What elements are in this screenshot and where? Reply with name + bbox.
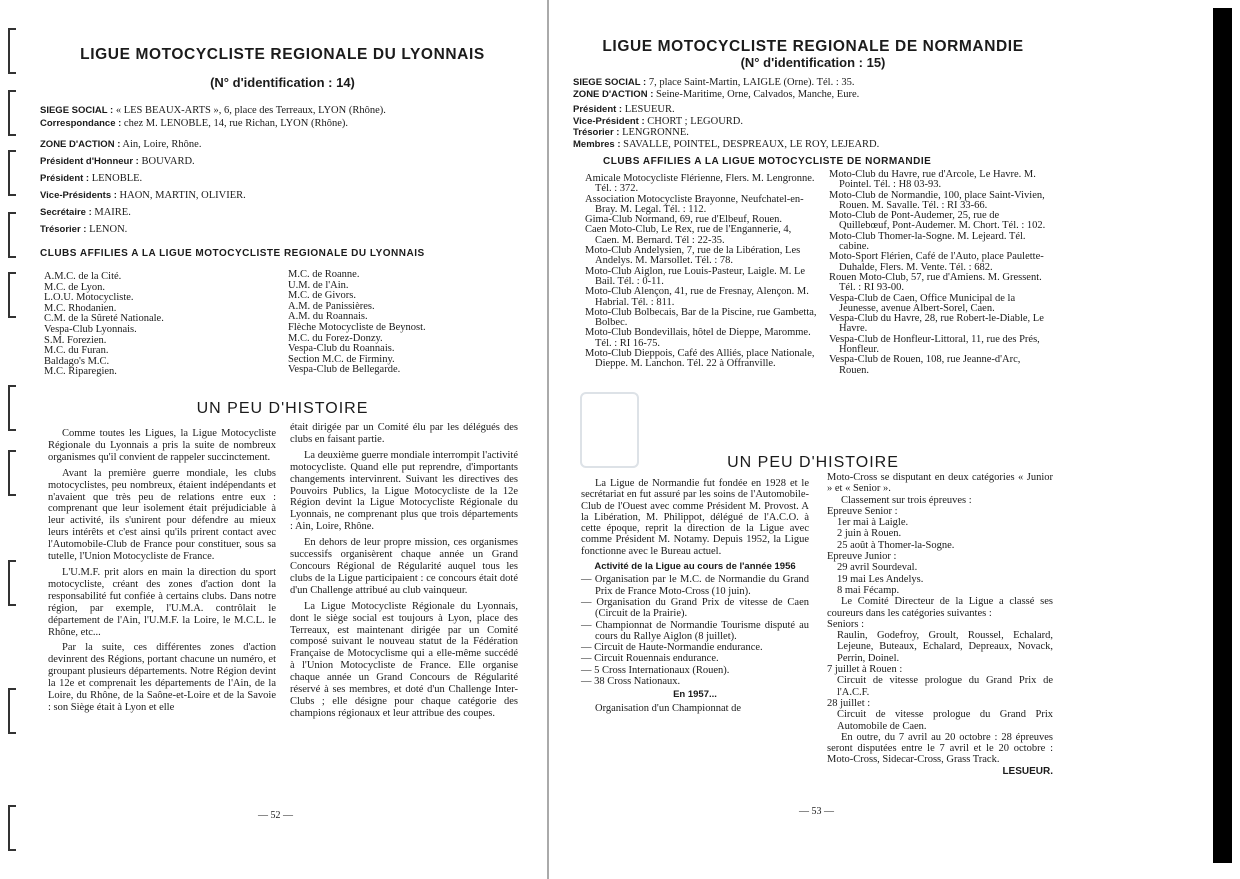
binder-bracket [8, 212, 16, 258]
league-info [573, 77, 1053, 150]
clubs-heading: CLUBS AFFILIES A LA LIGUE MOTOCYCLISTE DE NORMANDIE [603, 156, 932, 167]
list-item: Amicale Motocycliste Flérienne, Flers. M. Lengronne. Tél. : 372. [585, 173, 815, 195]
list-item: Moto-Club du Havre, rue d'Arcole, Le Havre. M. Pointel. Tél. : H8 03-93. [829, 169, 1036, 191]
info-row: Correspondance : chez M. LENOBLE, 14, rue Richan, LYON (Rhône). [40, 118, 348, 129]
clubs-list-left [44, 272, 280, 378]
list-item: Moto-Club Bondevillais, hôtel de Dieppe, Maromme. Tél. : RI 16-75. [585, 327, 811, 349]
list-item: — Championnat de Normandie Tourisme disputé au cours du Rallye Aiglon (8 juillet). [581, 619, 809, 642]
list-item: M.C. Riparegien. [44, 366, 117, 378]
list-item: Moto-Club Alençon, 41, rue de Fresnay, Alençon. M. Habrial. Tél. : 811. [585, 286, 809, 308]
list-item: M.C. Rhodanien. [44, 302, 117, 314]
paragraph: Epreuve Senior : [827, 505, 898, 517]
page-number: — 52 — [258, 810, 293, 821]
page-subtitle: (N° d'identification : 15) [740, 55, 886, 70]
info-row: ZONE D'ACTION : Ain, Loire, Rhône. [40, 139, 202, 150]
list-item: C.M. de la Sûreté Nationale. [44, 313, 164, 325]
page-title: LIGUE MOTOCYCLISTE REGIONALE DE NORMANDIE [602, 38, 1024, 55]
right-page [573, 0, 1053, 879]
list-item: M.C. du Forez-Donzy. [288, 332, 383, 344]
page-title: LIGUE MOTOCYCLISTE REGIONALE DU LYONNAIS [80, 46, 485, 63]
info-row: Vice-Président : CHORT ; LEGOURD. [573, 115, 743, 127]
list-item: Vespa-Club de Rouen, 108, rue Jeanne-d'Arc, Rouen. [829, 354, 1021, 376]
info-row: Vice-Présidents : HAON, MARTIN, OLIVIER. [40, 190, 246, 201]
paragraph: était dirigée par un Comité élu par les délégués des clubs en faisant partie. [290, 422, 518, 445]
clubs-list-right [288, 270, 524, 376]
paragraph: Epreuve Junior : [827, 551, 897, 563]
list-item: Baldago's M.C. [44, 355, 110, 367]
list-item: Association Motocycliste Brayonne, Neufchatel-en-Bray. M. Legal. Tél. : 112. [585, 193, 804, 215]
league-info [40, 104, 525, 236]
paragraph: Avant la première guerre mondiale, les clubs motocyclistes, peu nombreux, étaient indépendants et n'avaient que très peu de relations entre eux : comprenant que leur isolement était préjudiciable à leur activité, ils s'unirent pour défendre au mieux leurs intérêts et c'est ainsi qu'ils prirent contact avec l'Automobile-Club de France pour constituer, sous sa tutelle, l'Union Motocycliste de France. [48, 467, 276, 563]
binder-bracket [8, 272, 16, 318]
info-row: ZONE D'ACTION : Seine-Maritime, Orne, Calvados, Manche, Eure. [573, 88, 860, 100]
list-item: Circuit de vitesse prologue du Grand Prix de l'A.C.F. [837, 675, 1053, 698]
future-heading: En 1957... [673, 689, 717, 701]
list-item: Rouen Moto-Club, 57, rue d'Amiens. M. Gressent. Tél. : RI 93-00. [829, 271, 1042, 294]
paragraph: La Ligue Motocycliste Régionale du Lyonnais, dont le siège social est toujours à Lyon, place des Terreaux, est maintenant dirigée par un Comité composé suivant le nouveau statut de la Fédération Française de Motocyclisme qui a elle-même succédé à l'Union Motocycliste de France. Elle organise chaque année un Grand Concours de Régularité réservé à ses membres, et doté d'un Challenge Inter-Clubs ; elle désigne pour chaque catégorie des champions régionaux et leur attribue des coupes. [290, 600, 518, 719]
info-row: Secrétaire : MAIRE. [40, 207, 131, 218]
list-item: Raulin, Godefroy, Groult, Roussel, Echalard, Lejeune, Buteaux, Echalard, Depreaux, Novack, Perrin, Doinel. [837, 630, 1053, 664]
binder-bracket [8, 150, 16, 196]
binder-bracket [8, 90, 16, 136]
binder-bracket [8, 450, 16, 496]
binder-bracket [8, 688, 16, 734]
info-row: Président : LESUEUR. [573, 104, 675, 115]
paragraph: Par la suite, ces différentes zones d'action devinrent des Régions, portant chacune un numéro, et groupant plusieurs départements. Notre Région devint la 12e et comprenait les départements de l'Ain, de la Loire, du Rhône, de la Saône-et-Loire et de la Savoie : son Siège était à Lyon et elle [48, 642, 276, 713]
list-item: Vespa-Club du Havre, 28, rue Robert-le-Diable, Le Havre. [829, 313, 1044, 335]
list-item: — Circuit Rouennais endurance. [581, 653, 719, 665]
list-item: — Organisation du Grand Prix de vitesse de Caen (Circuit de la Prairie). [581, 596, 809, 620]
clubs-list-right [829, 170, 1051, 376]
list-item: M.C. du Furan. [44, 345, 109, 357]
info-row: Trésorier : LENON. [40, 224, 128, 235]
list-item: M.C. de Roanne. [288, 269, 360, 280]
list-item: 1er mai à Laigle. [837, 517, 909, 529]
list-item: — Circuit de Haute-Normandie endurance. [581, 642, 763, 654]
info-row: Membres : SAVALLE, POINTEL, DESPREAUX, LE ROY, LEJEARD. [573, 138, 880, 150]
info-row: SIEGE SOCIAL : 7, place Saint-Martin, LAIGLE (Orne). Tél. : 35. [573, 77, 855, 88]
page-subtitle: (N° d'identification : 14) [210, 75, 355, 90]
history-column-2 [290, 422, 518, 724]
list-item: Moto-Club de Pont-Audemer, 25, rue de Quillebœuf, Pont-Audemer. M. Chort. Tél. : 102. [829, 210, 1046, 232]
list-item: Gima-Club Normand, 69, rue d'Elbeuf, Rouen. [585, 214, 782, 226]
list-item: Vespa-Club de Bellegarde. [288, 364, 401, 376]
scan-edge [1213, 8, 1232, 863]
list-item: Moto-Club Thomer-la-Sogne. M. Lejeard. Tél. cabine. [829, 230, 1026, 253]
history-column-1 [581, 478, 809, 718]
list-item: Moto-Club Aiglon, rue Louis-Pasteur, Laigle. M. Le Bail. Tél. : 0-11. [585, 265, 806, 287]
paragraph: Le Comité Directeur de la Ligue a classé ses coureurs dans les catégories suivantes : [827, 596, 1053, 619]
list-item: — 38 Cross Nationaux. [581, 676, 681, 688]
history-column-1 [48, 428, 276, 718]
binder-bracket [8, 28, 16, 74]
signature: LESUEUR. [1002, 765, 1053, 777]
list-item: Vespa-Club du Roannais. [288, 343, 395, 355]
list-item: L.O.U. Motocycliste. [44, 292, 134, 304]
list-item: — 5 Cross Internationaux (Rouen). [581, 664, 730, 676]
list-item: Moto-Club Dieppois, Café des Alliés, place Nationale, Dieppe. M. Lanchon. Tél. 22 à Offranville. [585, 348, 815, 370]
info-row: SIEGE SOCIAL : « LES BEAUX-ARTS », 6, place des Terreaux, LYON (Rhône). [40, 105, 386, 116]
info-row: Président d'Honneur : BOUVARD. [40, 156, 195, 167]
list-item: 29 avril Sourdeval. [837, 562, 918, 574]
list-item: 19 mai Les Andelys. [837, 573, 924, 585]
list-item: Moto-Club Bolbecais, Bar de la Piscine, rue Gambetta, Bolbec. [585, 306, 817, 329]
list-item: Vespa-Club de Caen, Office Municipal de la Jeunesse, avenue Albert-Sorel, Caen. [829, 292, 1016, 314]
clubs-heading: CLUBS AFFILIES A LA LIGUE MOTOCYCLISTE REGIONALE DU LYONNAIS [40, 248, 425, 259]
list-item: Flèche Motocycliste de Beynost. [288, 321, 426, 333]
page-number: — 53 — [799, 806, 834, 817]
list-item: — Organisation par le M.C. de Normandie du Grand Prix de France Moto-Cross (10 juin). [581, 574, 809, 597]
list-item: 25 août à Thomer-la-Sogne. [837, 539, 955, 551]
binder-bracket [8, 385, 16, 431]
list-item: A.M.C. de la Cité. [44, 271, 122, 282]
list-item: S.M. Forezien. [44, 334, 107, 346]
activity-heading: Activité de la Ligue au cours de l'année 1956 [594, 561, 796, 573]
paragraph: En outre, du 7 avril au 20 octobre : 28 épreuves seront disputées entre le 7 avril et le 20 octobre : Moto-Cross, Sidecar-Cross, Grass Track. [827, 731, 1053, 766]
paragraph: Organisation d'un Championnat de [595, 702, 742, 714]
paragraph: Moto-Cross se disputant en deux catégories « Junior » et « Senior ». [827, 472, 1053, 495]
list-item: Vespa-Club Lyonnais. [44, 323, 137, 335]
paragraph: 28 juillet : [827, 697, 871, 709]
info-row: Trésorier : LENGRONNE. [573, 127, 689, 138]
list-item: Moto-Club Andelysien, 7, rue de la Libération, Les Andelys. M. Marsollet. Tél. : 78. [585, 245, 801, 267]
paragraph: La deuxième guerre mondiale interrompit l'activité motocycliste. Quand elle put reprendre, d'importants changements intervinrent. Suivant les directives des Pouvoirs Publics, la Ligue Motocycliste de la 12e Région devint la Ligue Motocycliste Régionale du Lyonnais, ne comprenant plus que trois départements : Ain, Loire, Rhône. [290, 449, 518, 533]
paragraph: En dehors de leur propre mission, ces organismes successifs organisèrent chaque année un Grand Concours Régional de Régularité auquel tous les clubs de la Ligue participaient : ce concours était doté d'un Challenge attribué au club vainqueur. [290, 537, 518, 596]
page-fold [547, 0, 549, 879]
list-item: M.C. de Givors. [288, 290, 356, 302]
info-row: Président : LENOBLE. [40, 173, 143, 184]
list-item: Moto-Sport Flérien, Café de l'Auto, place Paulette-Duhalde, Flers. M. Vente. Tél. : 682. [829, 251, 1044, 273]
list-item: Moto-Club de Normandie, 100, place Saint-Vivien, Rouen. M. Savalle. Tél. : RI 33-66. [829, 189, 1045, 211]
list-item: U.M. de l'Ain. [288, 279, 349, 291]
list-item: Circuit de vitesse prologue du Grand Prix Automobile de Caen. [837, 709, 1053, 732]
list-item: Section M.C. de Firminy. [288, 353, 395, 365]
paragraph: Classement sur trois épreuves : [841, 494, 972, 506]
list-item: Caen Moto-Club, Le Rex, rue de l'Engannerie, 4, Caen. M. Bernard. Tél : 22-35. [585, 224, 792, 246]
list-item: 8 mai Fécamp. [837, 584, 900, 596]
list-item: A.M. de Panissières. [288, 300, 375, 312]
history-heading: UN PEU D'HISTOIRE [727, 454, 899, 471]
binder-bracket [8, 560, 16, 606]
binder-bracket [8, 805, 16, 851]
history-column-2 [827, 472, 1053, 777]
list-item: M.C. de Lyon. [44, 281, 105, 293]
history-heading: UN PEU D'HISTOIRE [196, 400, 369, 417]
paragraph: La Ligue de Normandie fut fondée en 1928 et le secrétariat en fut assuré par les soins de l'Automobile-Club de l'Ouest avec comme Président M. Provost. A la Libération, M. Philippot, délégué de l'A.C.O. à cette époque, reprit la direction de la Ligue avec comme Président M. Notamy. Depuis 1952, la Ligue fonctionne avec le Bureau actuel. [581, 478, 809, 557]
paragraph: L'U.M.F. prit alors en main la direction du sport motocycliste, créant des zones d'action dont la responsabilité fut confiée à certains clubs. Dans notre région, par exemple, l'U.M.A. contrôlait le département de l'Ain, l'U.M.F. la Loire, le M.C.L. le Rhône, etc... [48, 566, 276, 638]
list-item: A.M. du Roannais. [288, 311, 368, 323]
paragraph: 7 juillet à Rouen : [827, 664, 903, 676]
paragraph: Comme toutes les Ligues, la Ligue Motocycliste Régionale du Lyonnais a pris la suite de nombreux organismes qu'il convient de rappeler succinctement. [48, 428, 276, 463]
list-item: Vespa-Club de Honfleur-Littoral, 11, rue des Prés, Honfleur. [829, 333, 1040, 356]
left-page [40, 0, 525, 879]
clubs-list-left [585, 174, 817, 370]
paragraph: Seniors : [827, 618, 865, 630]
list-item: 2 juin à Rouen. [837, 528, 902, 540]
